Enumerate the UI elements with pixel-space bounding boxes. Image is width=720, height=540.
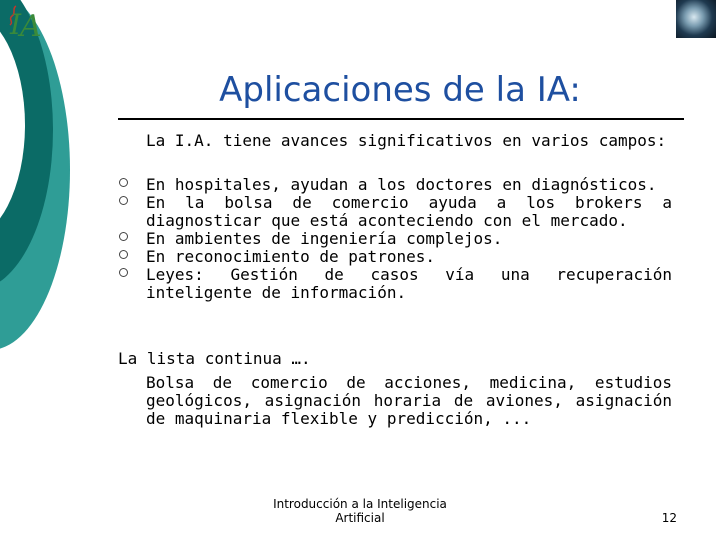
decorative-side-shapes [0, 0, 110, 540]
list-item [146, 194, 672, 230]
footer-line-2: Artificial [335, 511, 385, 525]
slide-title: Aplicaciones de la IA: [219, 70, 581, 110]
hollow-circle-bullet-icon [119, 268, 128, 277]
list-item-text: Leyes: Gestión de casos vía una recuperación inteligente de información. [146, 265, 672, 302]
svg-text:A: A [20, 9, 42, 42]
list-item-text: En ambientes de ingeniería complejos. [146, 229, 503, 248]
list-item [146, 266, 672, 302]
svg-text:I: I [10, 8, 22, 41]
hollow-circle-bullet-icon [119, 196, 128, 205]
list-item-text: En hospitales, ayudan a los doctores en diagnósticos. [146, 175, 657, 194]
continuation-text: Bolsa de comercio de acciones, medicina, estudios geológicos, asignación horaria de aviones, asignación de maquinaria flexible y predicción, ... [146, 373, 672, 428]
intro-text: La I.A. tiene avances significativos en varios campos: [146, 131, 667, 150]
hollow-circle-bullet-icon [119, 232, 128, 241]
continuation-heading: La lista continua …. [118, 349, 311, 368]
list-item [146, 230, 672, 248]
hollow-circle-bullet-icon [119, 178, 128, 187]
list-item [146, 248, 672, 266]
footer-line-1: Introducción a la Inteligencia [273, 497, 447, 511]
list-item [146, 176, 672, 194]
list-item-text: En la bolsa de comercio ayuda a los brokers a diagnosticar que está aconteciendo con el mercado. [146, 193, 672, 230]
ia-logo [2, 2, 46, 42]
hollow-circle-bullet-icon [119, 250, 128, 259]
title-divider [118, 118, 684, 120]
list-item-text: En reconocimiento de patrones. [146, 247, 435, 266]
footer-text [270, 497, 450, 525]
page-number: 12 [661, 511, 677, 525]
bullet-list [146, 176, 672, 302]
globe-image [676, 0, 716, 38]
